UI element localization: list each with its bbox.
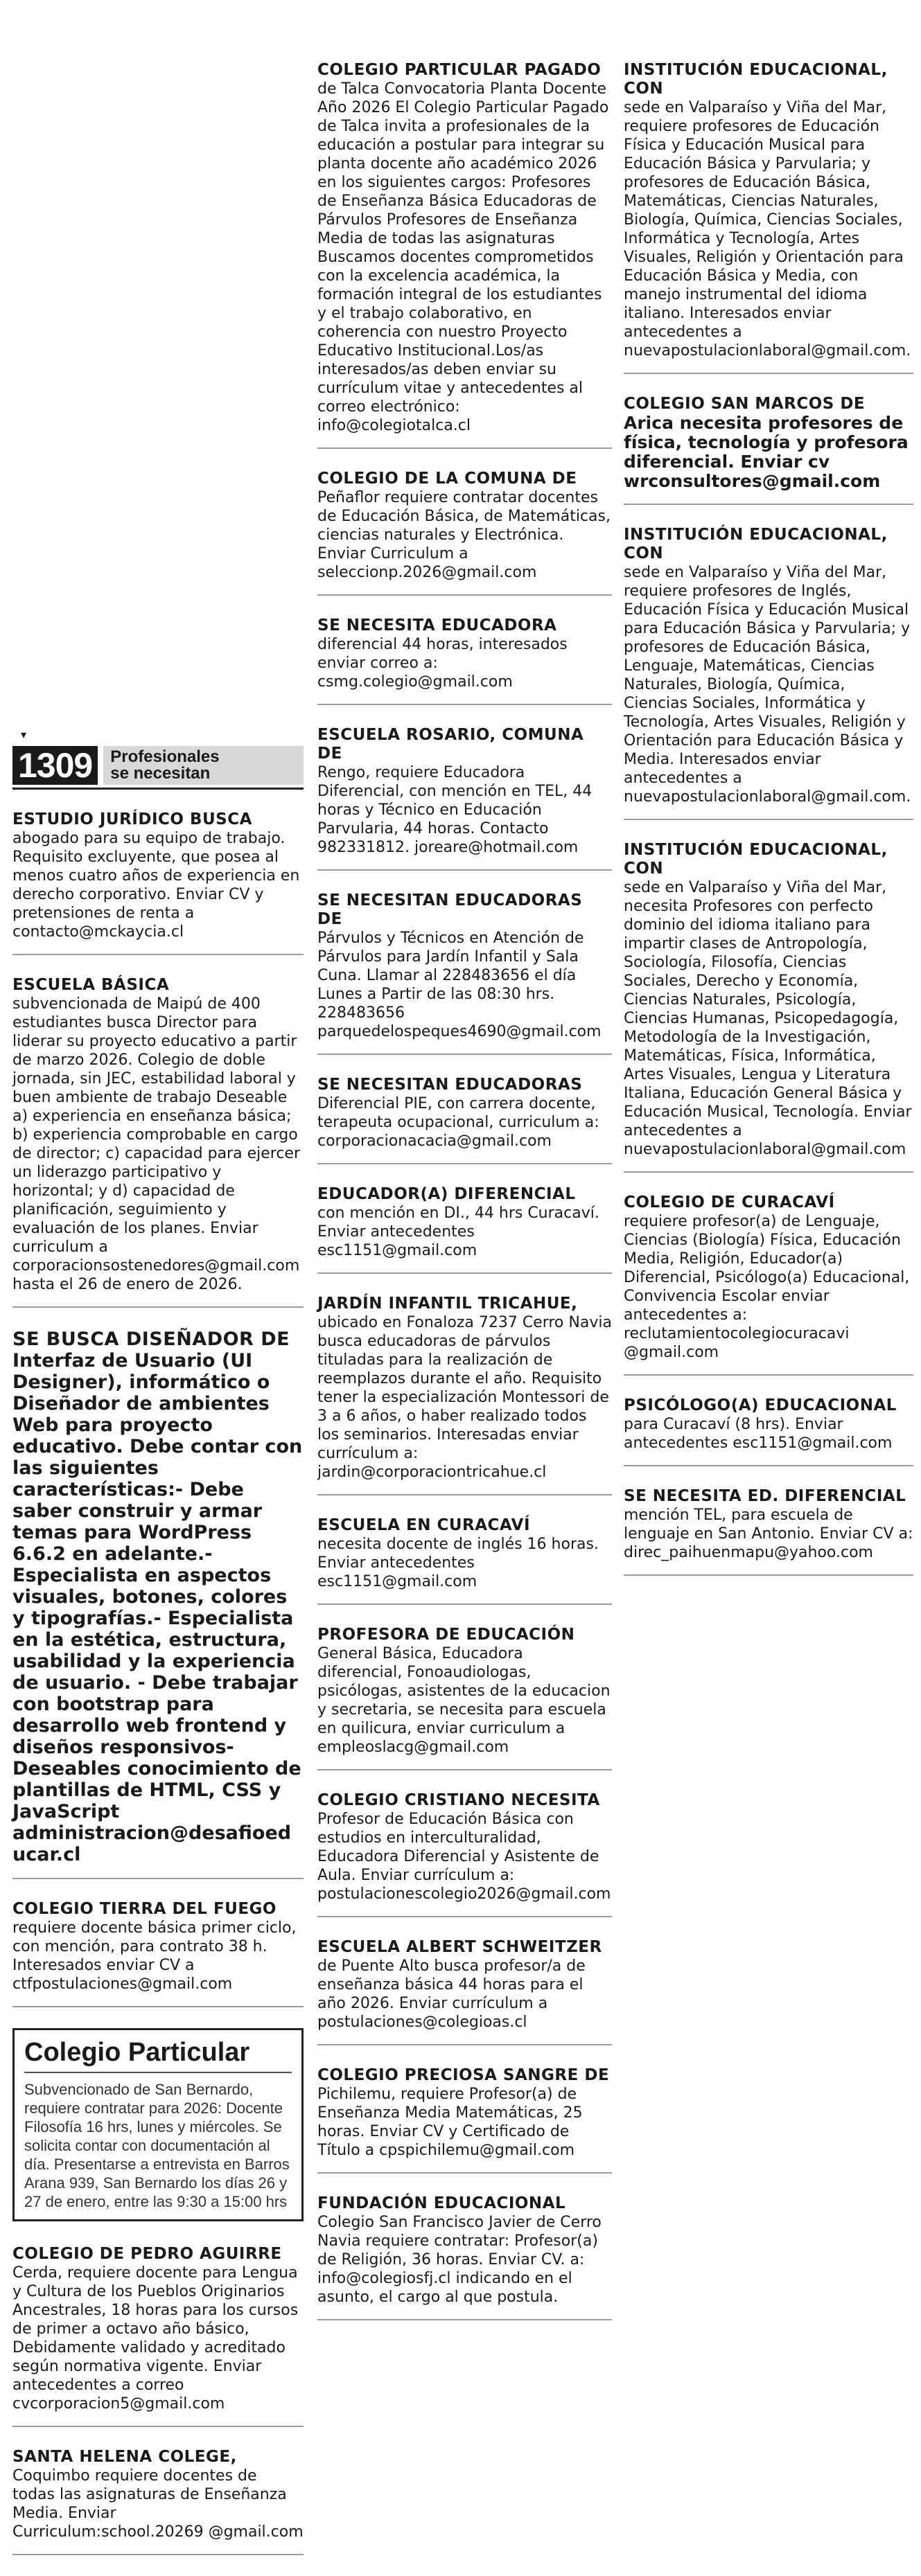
ad-title: COLEGIO CRISTIANO NECESITA (317, 1791, 600, 1809)
section-label-line2: se necesitan (110, 764, 211, 783)
ad-title: SE NECESITA EDUCADORA (317, 616, 557, 634)
classified-ad (317, 2194, 612, 2320)
ad-title: SANTA HELENA COLEGE, (12, 2448, 237, 2466)
ad-body: requiere docente básica primer ciclo, con mención, para contrato 38 h. Interesados enviar CV a ctfpostulaciones@gmail.com (12, 1919, 297, 1993)
classified-ad (624, 1396, 913, 1466)
ad-body: Profesor de Educación Básica con estudios en interculturalidad, Educadora Diferencial y Asistente de Aula. Enviar currículum a: postulacionescolegio2026@gmail.com (317, 1811, 611, 1903)
classified-ad (624, 526, 913, 820)
classified-ad (317, 726, 612, 871)
classified-ad (317, 1076, 612, 1164)
section-marker: ▾ (21, 728, 27, 741)
section-label (103, 746, 304, 785)
ad-body: sede en Valparaíso y Viña del Mar, necesita Profesores con perfecto dominio del idioma italiano para impartir clases de Antropología, Sociología, Filosofía, Ciencias Sociales, Derecho y Economía, Ciencias Naturales, Psicología, Ciencias Humanas, Psicopedagogía, Metodología de la Investigación, Matemáticas, Física, Informática, Artes Visuales, Lengua y Literatura Italiana, Educación General Básica y Educación Musical, Tecnología. Enviar antecedentes a nuevapostulacionlaboral@gmail.com (624, 879, 912, 1158)
ad-title: ESCUELA EN CURACAVÍ (317, 1516, 531, 1534)
ad-title: SE NECESITA ED. DIFERENCIAL (624, 1487, 906, 1505)
ad-title: SE BUSCA DISEÑADOR DE (12, 1329, 290, 1350)
ad-title: INSTITUCIÓN EDUCACIONAL, CON (624, 61, 888, 98)
ad-body: de Puente Alto busca profesor/a de enseñanza básica 44 horas para el año 2026. Enviar currículum a postulaciones@colegioas.cl (317, 1957, 586, 2031)
ad-body: Peñaflor requiere contratar docentes de Educación Básica, de Matemáticas, ciencias naturales y Electrónica. Enviar Curriculum a seleccionp.2026@gmail.com (317, 489, 611, 581)
ad-title: COLEGIO TIERRA DEL FUEGO (12, 1900, 277, 1918)
classified-ad (317, 2066, 612, 2174)
ad-body: Arica necesita profesores de física, tecnología y profesora diferencial. Enviar cv wrconsultores@gmail.com (624, 413, 909, 491)
ad-body: requiere profesor(a) de Lenguaje, Ciencias (Biología) Física, Educación Media, Religión, Educador(a) Diferencial, Psicólogo(a) Educacional, Convivencia Escolar enviar antecedentes a: reclutamientocolegiocuracavi @gmail.com (624, 1213, 910, 1361)
boxed-ad-body: Subvencionado de San Bernardo, requiere contratar para 2026: Docente Filosofía 16 hrs, lunes y miércoles. Se solicita contar con documentación al día. Presentarse a entrevista en Barros Arana 939, San Bernardo los días 26 y 27 de enero, entre las 9:30 a 15:00 hrs (24, 2081, 290, 2210)
ad-title: ESCUELA ROSARIO, COMUNA DE (317, 726, 584, 763)
ad-title: ESCUELA BÁSICA (12, 976, 170, 994)
classified-ad (317, 1626, 612, 1770)
ad-body: Pichilemu, requiere Profesor(a) de Enseñanza Media Matemáticas, 25 horas. Enviar CV y Certificado de Título a cpspichilemu@gmail.com (317, 2086, 583, 2159)
ad-title: INSTITUCIÓN EDUCACIONAL, CON (624, 841, 888, 878)
classified-ad (317, 61, 612, 449)
ad-body: ubicado en Fonaloza 7237 Cerro Navia busca educadoras de párvulos tituladas para la realización de reemplazos durante el año. Requisito tener la especialización Montessori de 3 a 6 años, o haber realizado todos los seminarios. Interesadas enviar currículum a: jardin@corporaciontricahue.cl (317, 1314, 612, 1481)
ad-title: COLEGIO PARTICULAR PAGADO (317, 61, 602, 79)
ad-title: COLEGIO PRECIOSA SANGRE DE (317, 2066, 610, 2084)
classified-ad (317, 1791, 612, 1917)
section-header (12, 728, 304, 790)
classified-ad (624, 1487, 913, 1576)
classified-ad (317, 1938, 612, 2045)
section-number: 1309 (12, 746, 98, 785)
classified-ad (624, 1193, 913, 1376)
classified-ad-featured (12, 1329, 304, 1879)
classified-ad (12, 2245, 304, 2427)
boxed-ad (12, 2028, 304, 2221)
classified-ad (12, 2448, 304, 2555)
classified-ad (12, 1900, 304, 2007)
classified-ad-highlight (624, 395, 913, 505)
ad-body: para Curacaví (8 hrs). Enviar antecedentes esc1151@gmail.com (624, 1416, 893, 1452)
ad-body: necesita docente de inglés 16 horas. Enviar antecedentes esc1151@gmail.com (317, 1536, 599, 1590)
classified-ad (317, 1185, 612, 1274)
classified-ad (317, 891, 612, 1055)
ad-title: PROFESORA DE EDUCACIÓN (317, 1626, 575, 1644)
ad-title: INSTITUCIÓN EDUCACIONAL, CON (624, 526, 888, 562)
ad-body: con mención en DI., 44 hrs Curacaví. Enviar antecedentes esc1151@gmail.com (317, 1205, 599, 1259)
ad-body: Rengo, requiere Educadora Diferencial, con mención en TEL, 44 horas y Técnico en Educación Parvularia, 44 horas. Contacto 982331812. joreare@hotmail.com (317, 764, 593, 856)
ad-body: sede en Valparaíso y Viña del Mar, requiere profesores de Inglés, Educación Física y Educación Musical para Educación Básica y Parvularia; y profesores de Educación Básica, Lenguaje, Matemáticas, Ciencias Naturales, Biología, Química, Ciencias Sociales, Informática y Tecnología, Artes Visuales, Religión y Orientación para Educación Básica y Media. Interesados enviar antecedentes a nuevapostulacionlaboral@gmail.com. (624, 564, 911, 806)
ad-title: JARDÍN INFANTIL TRICAHUE, (317, 1295, 578, 1313)
ad-body: abogado para su equipo de trabajo. Requisito excluyente, que posea al menos cuatro años de experiencia en derecho corporativo. Enviar CV y pretensiones de renta a contacto@mckaycia.cl (12, 830, 300, 941)
classified-ad (12, 810, 304, 955)
ad-body: Párvulos y Técnicos en Atención de Párvulos para Jardín Infantil y Sala Cuna. Llamar al 228483656 el día Lunes a Partir de las 08:30 hrs. 228483656 parquedelospeques4690@gmail.com (317, 930, 602, 1040)
classified-ad (317, 470, 612, 596)
ad-title: FUNDACIÓN EDUCACIONAL (317, 2194, 566, 2212)
boxed-ad-title: Colegio Particular (24, 2037, 292, 2073)
ad-title: EDUCADOR(A) DIFERENCIAL (317, 1185, 576, 1203)
classified-ad (317, 616, 612, 705)
ad-body: mención TEL, para escuela de lenguaje en San Antonio. Enviar CV a: direc_paihuenmapu@yahoo.com (624, 1507, 913, 1561)
column-2 (317, 61, 612, 2341)
ad-title: COLEGIO DE PEDRO AGUIRRE (12, 2245, 282, 2263)
classified-ad (12, 976, 304, 1308)
ad-body: de Talca Convocatoria Planta Docente Año 2026 El Colegio Particular Pagado de Talca invita a profesionales de la educación a postular para integrar su planta docente año académico 2026 en los siguientes cargos: Profesores de Enseñanza Básica Educadoras de Párvulos Profesores de Enseñanza Media de todas las asignaturas Buscamos docentes comprometidos con la excelencia académica, la formación integral de los estudiantes y el trabajo colaborativo, en coherencia con nuestro Proyecto Educativo Institucional.Los/as interesados/as deben enviar su currículum vitae y antecedentes al correo electrónico: info@colegiotalca.cl (317, 80, 609, 434)
ad-body: diferencial 44 horas, interesados enviar correo a: csmg.colegio@gmail.com (317, 636, 568, 691)
ad-body: Diferencial PIE, con carrera docente, terapeuta ocupacional, curriculum a: corporacionacacia@gmail.com (317, 1095, 599, 1150)
ad-title: PSICÓLOGO(A) EDUCACIONAL (624, 1396, 897, 1414)
ad-title: SE NECESITAN EDUCADORAS (317, 1076, 583, 1094)
ad-title: COLEGIO SAN MARCOS DE (624, 395, 866, 413)
ad-body: sede en Valparaíso y Viña del Mar, requiere profesores de Educación Física y Educación Musical para Educación Básica y Parvularia; y profesores de Educación Básica, Matemáticas, Ciencias Naturales, Biología, Química, Ciencias Sociales, Informática y Tecnología, Artes Visuales, Religión y Orientación para Educación Básica y Media, con manejo instrumental del idioma italiano. Interesados enviar antecedentes a nuevapostulacionlaboral@gmail.com. (624, 99, 911, 359)
column-1 (12, 810, 304, 2576)
ad-title: ESTUDIO JURÍDICO BUSCA (12, 810, 252, 828)
ad-body: subvencionada de Maipú de 400 estudiantes busca Director para liderar su proyecto educativo a partir de marzo 2026. Colegio de doble jornada, sin JEC, estabilidad laboral y buen ambiente de trabajo Deseable a) experiencia en enseñanza básica; b) experiencia comprobable en cargo de director; c) capacidad para ejercer un liderazgo participativo y horizontal; y d) capacidad de planificación, seguimiento y evaluación de los planes. Enviar curriculum a corporacionsostenedores@gmail.com hasta el 26 de enero de 2026. (12, 995, 300, 1293)
ad-body: Interfaz de Usuario (UI Designer), informático o Diseñador de ambientes Web para proyecto educativo. Debe contar con las siguientes características:- Debe saber construir y armar temas para WordPress 6.6.2 en adelante.- Especialista en aspectos visuales, botones, colores y tipografías.- Especialista en la estética, estructura, usabilidad y la experiencia de usuario. - Debe trabajar con bootstrap para desarrollo web frontend y diseños responsivos- Deseables conocimiento de plantillas de HTML, CSS y JavaScript administracion@desafioeducar.cl (12, 1350, 303, 1865)
ad-body: General Básica, Educadora diferencial, Fonoaudiologas, psicólogas, asistentes de la educacion y secretaria, se necesita para escuela en quilicura, enviar curriculum a empleoslacg@gmail.com (317, 1645, 611, 1756)
section-label-line1: Profesionales (110, 747, 220, 766)
ad-body: Coquimbo requiere docentes de todas las asignaturas de Enseñanza Media. Enviar Curriculum:school.20269 @gmail.com (12, 2467, 304, 2541)
classified-ad (624, 841, 913, 1173)
ad-title: SE NECESITAN EDUCADORAS DE (317, 891, 583, 928)
ad-body: Colegio San Francisco Javier de Cerro Navia requiere contratar: Profesor(a) de Religión, 36 horas. Enviar CV. a: info@colegiosfj.cl indicando en el asunto, el cargo al que postula. (317, 2214, 602, 2306)
ad-title: COLEGIO DE CURACAVÍ (624, 1193, 835, 1211)
classified-ad (317, 1295, 612, 1495)
ad-title: COLEGIO DE LA COMUNA DE (317, 470, 577, 488)
ad-title: ESCUELA ALBERT SCHWEITZER (317, 1938, 602, 1956)
column-3 (624, 61, 913, 1597)
classified-ad (317, 1516, 612, 1605)
ad-body: Cerda, requiere docente para Lengua y Cultura de los Pueblos Originarios Ancestrales, 18 horas para los cursos de primer a octavo año básico, Debidamente validado y acreditado según normativa vigente. Enviar antecedentes a correo cvcorporacion5@gmail.com (12, 2264, 299, 2413)
classified-ad (624, 61, 913, 374)
